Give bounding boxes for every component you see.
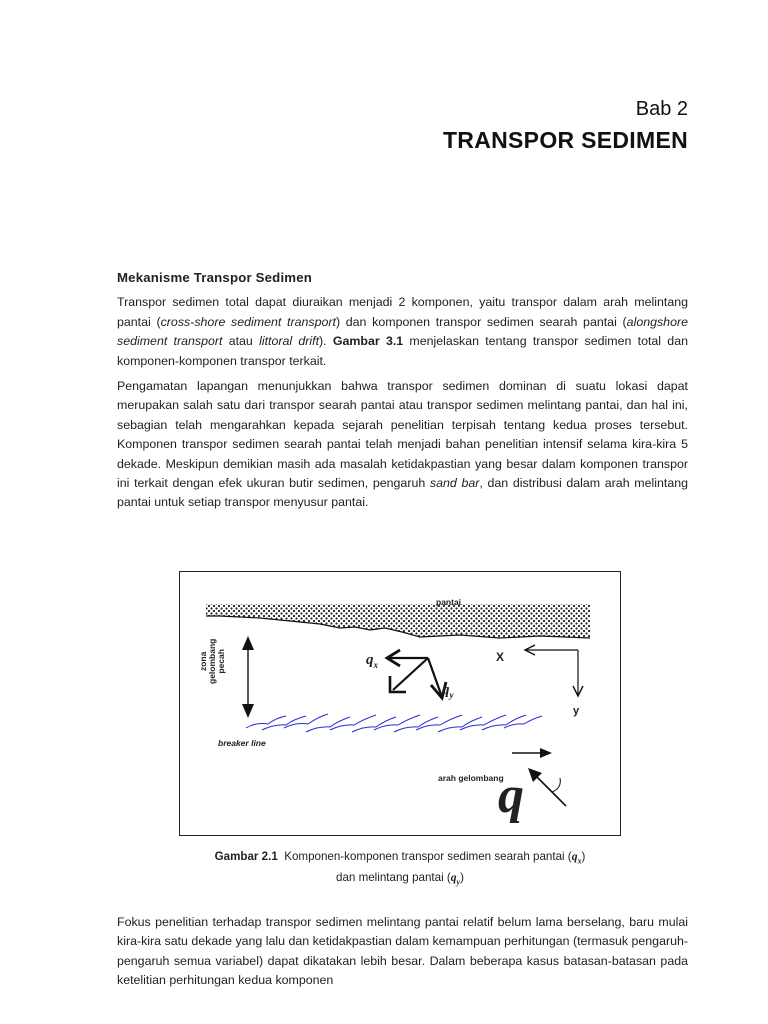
caption-symbol-qx [571, 850, 582, 866]
label-qx-main: q [366, 652, 374, 668]
paragraph-3: Fokus penelitian terhadap transpor sedimen melintang pantai relatif belum lama berselang, baru mulai kira-kira satu dekade yang lalu dan ketidakpastian dalam kemampuan perhitungan (termasuk pengaruh-pengaruh semua variabel) dapat dikatakan lebih besar. Dalam beberapa kasus batasan-batasan pada ketelitian perhitungan kedua komponen [117, 915, 688, 988]
breaker-waves [246, 714, 542, 732]
figure-svg [180, 572, 620, 835]
caption-text-2-end: ) [460, 871, 464, 885]
p1-text-5: menjelaskan tentang transpor sedimen total dan komponen-komponen transpor terkait. [117, 334, 688, 368]
caption-symbol-qy [450, 871, 461, 887]
label-qy-sub: y [449, 690, 454, 700]
paragraph-1 [117, 293, 688, 371]
chapter-title: TRANSPOR SEDIMEN [442, 127, 688, 153]
p1-italic-1: cross-shore sediment transport [160, 314, 336, 329]
p1-italic-2: alongshore sediment transport [117, 314, 688, 349]
caption-sym2-main: q [450, 871, 457, 885]
paragraph-2 [117, 377, 688, 513]
p1-text-3: atau [222, 334, 260, 349]
label-arah-gelombang: arah gelombang [438, 773, 504, 783]
surf-zone-arrowhead-bottom [242, 704, 254, 718]
angle-arc [552, 778, 560, 792]
label-qy-main: q [442, 682, 450, 698]
section-heading: Mekanisme Transpor Sedimen [117, 270, 313, 285]
surf-zone-arrowhead-top [242, 636, 254, 650]
p1-bold-figure-ref: Gambar 3.1 [332, 334, 404, 349]
label-q-big: q [498, 767, 524, 824]
p2-text-2: , dan distribusi dalam arah melintang pantai untuk setiap transpor menyusur pantai. [117, 476, 688, 510]
wave-direction-arrowhead [540, 748, 552, 758]
p1-text-2: ) dan komponen transpor sedimen searah pantai ( [335, 314, 627, 329]
caption-text-1: Komponen-komponen transpor sedimen searah pantai ( [284, 850, 572, 863]
label-pantai: pantai [436, 597, 462, 607]
main-content [117, 268, 688, 519]
p1-italic-3: littoral drift [259, 334, 320, 349]
p2-italic-1: sand bar [429, 476, 480, 491]
figure-caption [179, 848, 621, 891]
label-zona-gelombang-pecah: zona gelombang pecah [198, 638, 226, 684]
caption-sym1-sub: x [577, 856, 582, 866]
label-breaker-line: breaker line [218, 738, 266, 748]
caption-text-1-end: ) [581, 850, 586, 863]
caption-number: Gambar 2.1 [214, 850, 278, 863]
caption-text-2: dan melintang pantai ( [336, 871, 451, 885]
label-qx-sub: x [373, 660, 378, 670]
label-qy [442, 682, 454, 700]
main-content-2 [117, 913, 688, 997]
label-y: y [573, 705, 580, 717]
p2-text-1: Pengamatan lapangan menunjukkan bahwa transpor sedimen dominan di suatu lokasi dapat merupakan salah satu dari transpor searah pantai atau transpor sedimen melintang pantai, dan hal ini, sebagian telah mengarahkan kepada sejarah penelitian terpisah tentang kedua proses tersebut. Komponen transpor sedimen searah pantai telah menjadi bahan penelitian intensif selama kira-kira 5 dekade. Meskipun demikian masih ada masalah ketidakpastian yang besar dalam komponen transpor ini terkait dengan efek ukuran butir sedimen, pengaruh [117, 379, 688, 491]
figure-diagram [179, 571, 621, 836]
label-qx [366, 652, 378, 670]
caption-line-2 [179, 869, 621, 890]
p1-text-4: ). [319, 334, 333, 349]
label-x: X [496, 650, 505, 664]
beach-band [206, 604, 590, 638]
caption-line-1 [179, 848, 621, 869]
caption-sym1-main: q [571, 850, 578, 863]
p1-text-1: Transpor sedimen total dapat diuraikan menjadi 2 komponen, yaitu transpor dalam arah melintang pantai ( [117, 295, 688, 329]
caption-sym2-sub: y [456, 877, 461, 887]
chapter-number: Bab 2 [635, 98, 688, 120]
q-vector [393, 658, 428, 690]
